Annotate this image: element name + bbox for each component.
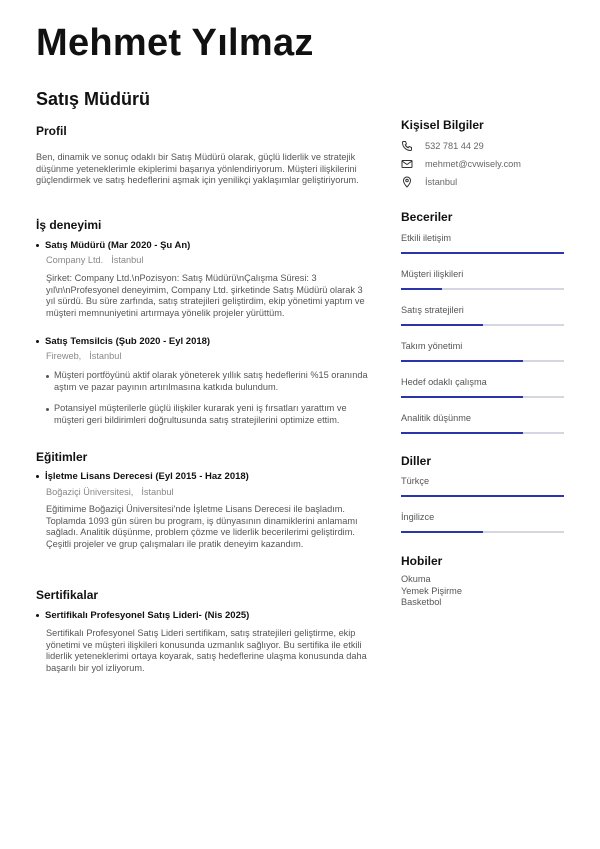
skill-bar-fill <box>401 360 523 362</box>
profile-heading: Profil <box>36 124 67 138</box>
skill-bar-fill <box>401 252 564 254</box>
experience-heading: İş deneyimi <box>36 218 102 232</box>
education-location-1: İstanbul <box>141 487 174 497</box>
skill-item <box>401 340 564 352</box>
job-title: Satış Müdürü <box>36 89 151 109</box>
profile-text: Ben, dinamik ve sonuç odaklı bir Satış Müdürü olarak, güçlü liderlik ve stratejik düşünme yeteneklerimle ekiplerimi başarıya yönlendiriyorum. Müşteri ilişkilerini güçlendirmek ve satış hedeflerini aşmak için yenilikçi yaklaşımlar geliştiriyorum. <box>36 152 359 185</box>
job-title-2: Satış Temsilcis (Şub 2020 - Eyl 2018) <box>36 336 210 347</box>
skill-label: Takım yönetimi <box>401 341 463 351</box>
certificate-description-1: Sertifikalı Profesyonel Satış Lideri sertifikam, satış stratejileri geliştirme, ekip yönetimi ve müşteri ilişkileri konusunda uzmanlık sağlıyor. Bu sertifika ile etkili liderlik yeteneklerimi ortaya koyarak, satış hedeflerine ulaşma konusunda daha başarılı bir yol izliyorum. <box>46 628 367 673</box>
skill-label: Analitik düşünme <box>401 413 471 423</box>
job-company-name-1: Company Ltd. <box>46 255 104 265</box>
skill-bar-fill <box>401 324 483 326</box>
skill-item <box>401 412 564 424</box>
skill-label: Etkili iletişim <box>401 233 452 243</box>
skill-bar-fill <box>401 396 523 398</box>
hobby-item: Okuma <box>401 574 431 584</box>
language-label: İngilizce <box>401 512 435 522</box>
skill-bar <box>401 432 564 434</box>
skill-item <box>401 376 564 388</box>
hobby-item: Yemek Pişirme <box>401 585 462 596</box>
personal-info-heading: Kişisel Bilgiler <box>401 118 484 132</box>
skill-bar <box>401 288 564 290</box>
job-title-1: Satış Müdürü (Mar 2020 - Şu An) <box>36 240 190 251</box>
job-company-name-2: Fireweb, <box>46 351 82 361</box>
skill-item <box>401 268 564 280</box>
skill-item <box>401 304 564 316</box>
language-bar-fill <box>401 495 564 497</box>
job-description-1: Şirket: Company Ltd.\nPozisyon: Satış Müdürü\nÇalışma Süresi: 3 yıl\n\nProfesyonel deneyimim, Company Ltd. şirketinde Satış Müdürü olarak 3 yıl sürdü. Bu süre zarfında, satış stratejileri geliştirdim, ekip yönetimi yaptım ve müşteri memnuniyetini artırmaya yönelik projeler yürüttüm. <box>46 273 365 318</box>
job-company-1 <box>46 255 143 265</box>
certificates-heading: Sertifikalar <box>36 588 99 602</box>
location-row <box>401 175 457 189</box>
job-location-2: İstanbul <box>89 351 122 361</box>
location-text: İstanbul <box>425 177 458 187</box>
job-location-1: İstanbul <box>111 255 144 265</box>
certificate-title-1: Sertifikalı Profesyonel Satış Lideri- (Nis 2025) <box>36 610 249 621</box>
skill-label: Müşteri ilişkileri <box>401 269 464 279</box>
language-item <box>401 511 564 523</box>
phone-row <box>401 139 484 153</box>
phone-icon <box>401 140 413 152</box>
job-company-2 <box>46 351 121 361</box>
skill-bar <box>401 252 564 254</box>
email-row <box>401 157 521 171</box>
skills-heading: Beceriler <box>401 210 453 224</box>
skill-bar <box>401 360 564 362</box>
name-heading: Mehmet Yılmaz <box>36 22 314 64</box>
email-link[interactable]: mehmet@cvwisely.com <box>425 159 521 169</box>
skill-label: Hedef odaklı çalışma <box>401 377 487 387</box>
job-bullet: Müşteri portföyünü aktif olarak yöneterek yıllık satış hedeflerini %15 oranında aştım ve pazar payının artırılmasına katkıda bulundum. <box>46 370 372 393</box>
hobby-item: Basketbol <box>401 597 442 607</box>
skill-label: Satış stratejileri <box>401 305 464 315</box>
location-pin-icon <box>401 176 413 188</box>
education-description-1: Eğitimime Boğaziçi Üniversitesi'nde İşletme Lisans Derecesi ile başladım. Toplamda 1093 gün süren bu program, iş dünyasının dinamiklerini anlamamı sağladı. Analitik düşünme, problem çözme ve liderlik becerilerimi geliştirdim. Çeşitli projeler ve grup çalışmaları ile pratik deneyim kazandım. <box>46 504 358 549</box>
skill-bar-fill <box>401 432 523 434</box>
skill-bar <box>401 396 564 398</box>
education-school-name-1: Boğaziçi Üniversitesi, <box>46 487 134 497</box>
hobbies-heading: Hobiler <box>401 554 443 568</box>
education-title-1: İşletme Lisans Derecesi (Eyl 2015 - Haz 2018) <box>36 471 249 482</box>
language-bar <box>401 495 564 497</box>
language-item <box>401 475 564 487</box>
education-school-1 <box>46 487 174 497</box>
hobbies-list <box>401 574 462 609</box>
skill-bar-fill <box>401 288 442 290</box>
skill-bar <box>401 324 564 326</box>
language-bar <box>401 531 564 533</box>
language-bar-fill <box>401 531 483 533</box>
phone-text: 532 781 44 29 <box>425 141 484 151</box>
languages-heading: Diller <box>401 454 432 468</box>
skill-item <box>401 232 564 244</box>
mail-icon <box>401 158 413 170</box>
language-label: Türkçe <box>401 476 430 486</box>
job-bullets-2 <box>46 370 372 426</box>
job-bullet: Potansiyel müşterilerle güçlü ilişkiler kurarak yeni iş fırsatları yarattım ve müşteri geri bildirimleri doğrultusunda satış stratejilerini optimize ettim. <box>46 403 372 426</box>
education-heading: Eğitimler <box>36 450 88 464</box>
